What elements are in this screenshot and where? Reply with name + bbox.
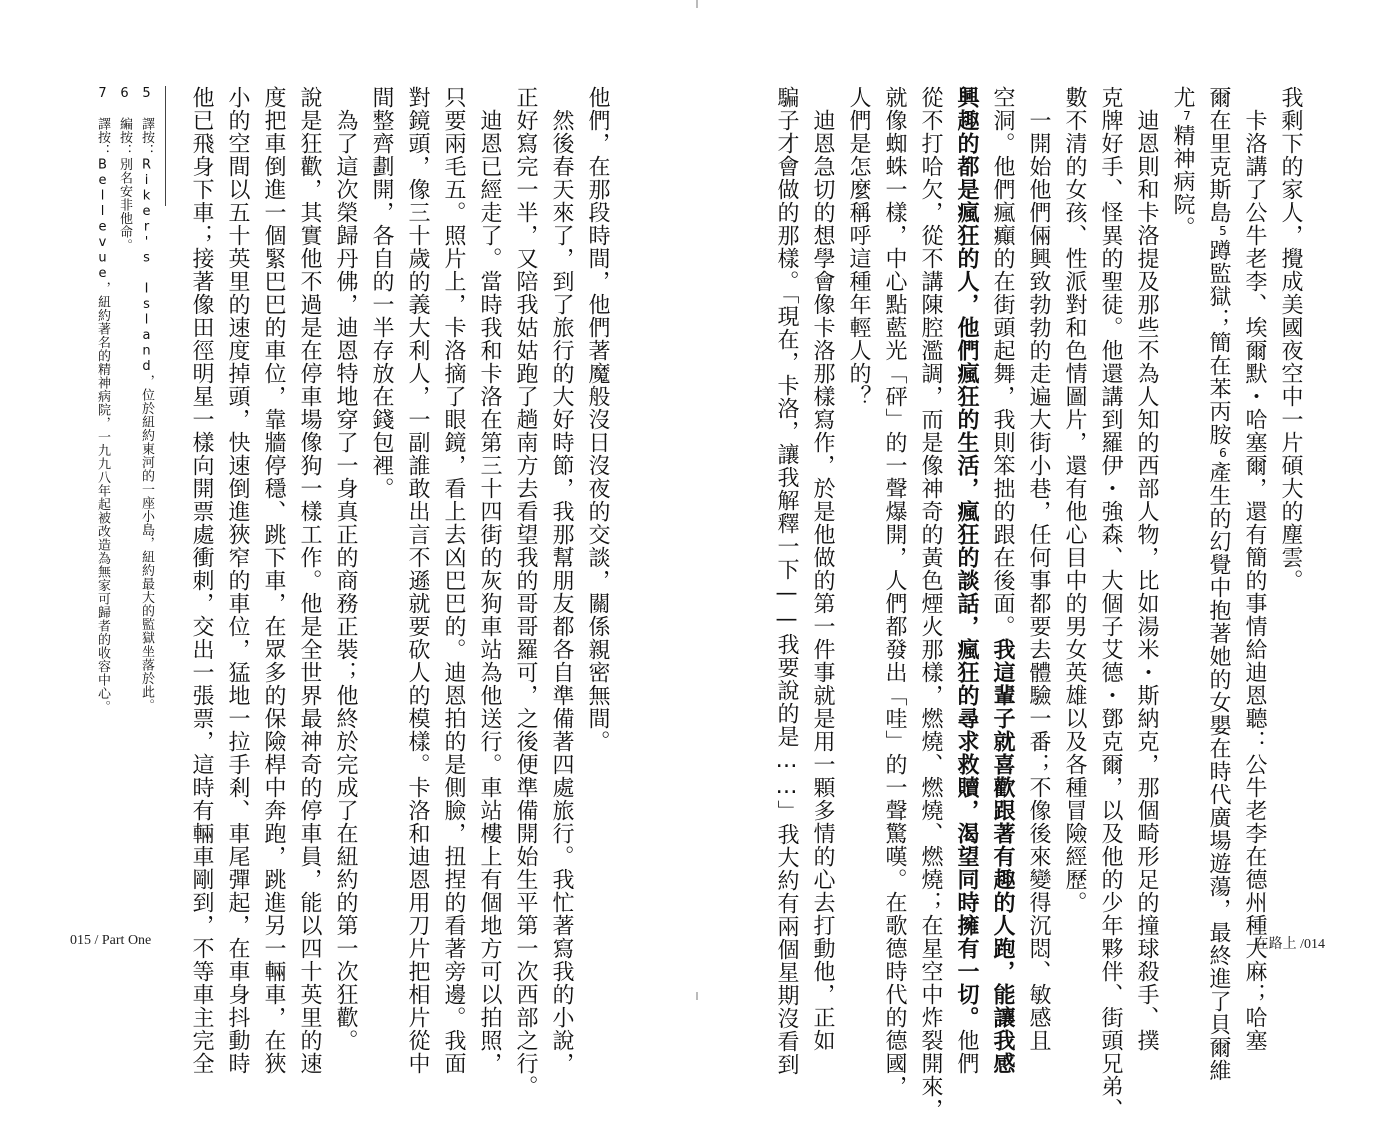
text-column <box>1171 86 1193 916</box>
text-column: 小的空間以五十英里的速度掉頭，快速倒進狹窄的車位，猛地一拉手剎、車尾彈起，在車身抖動時 <box>225 86 250 1075</box>
text-column: 我剩下的家人，攪成美國夜空中一片碩大的塵雲。 <box>1278 86 1303 592</box>
text-run: 精神病院。 <box>1170 124 1195 239</box>
text-column: 說是狂歡，其實他不過是在停車場像狗一樣工作。他是全世界最神奇的停車員，能以四十英里的速 <box>297 86 322 1075</box>
text-column: 一開始他們倆興致勃勃的走遍大街小巷，任何事都要去體驗一番；不像後來變得沉悶、敏感且 <box>1026 86 1051 1052</box>
text-run: 空洞。他們瘋癲的在街頭起舞，我則笨拙的跟在後面。 <box>990 86 1015 638</box>
bold-text-run: 我這輩子就喜歡跟著有趣的人跑，能讓我感 <box>990 638 1015 1075</box>
footnote-7: 7 譯按：Bellevue，紐約著名的精神病院，一九九八年起被改造為無家可歸者的收容中心。 <box>95 86 110 714</box>
text-column <box>1206 86 1231 1082</box>
page-number-left: 015 / Part One <box>70 933 152 948</box>
text-column: 迪恩已經走了。當時我和卡洛在第三十四街的灰狗車站為他送行。車站樓上有個地方可以拍照， <box>477 86 502 1075</box>
text-column: 他已飛身下車；接著像田徑明星一樣向開票處衝刺，交出一張票，這時有輛車剛到，不等車主完全 <box>189 86 214 1075</box>
text-run: 蹲監獄；簡在苯丙胺 <box>1206 239 1231 446</box>
text-run: 尤 <box>1170 86 1195 109</box>
text-column: 為了這次榮歸丹佛，迪恩特地穿了一身真正的商務正裝；他終於完成了在紐約的第一次狂歡。 <box>333 86 358 1052</box>
text-column <box>954 86 979 1075</box>
text-column: 人們是怎麼稱呼這種年輕人的？ <box>846 86 871 408</box>
text-column: 就像蜘蛛一樣，中心點藍光「砰」的一聲爆開，人們都發出「哇」的一聲驚嘆。在歌德時代的德國， <box>882 86 907 1098</box>
text-column: 他們，在那段時間，他們著魔般沒日沒夜的交談，關係親密無間。 <box>585 86 610 753</box>
footnote-ref-6[interactable]: 6 <box>1216 446 1230 461</box>
text-column: 從不打哈欠，從不講陳腔濫調，而是像神奇的黃色煙火那樣，燃燒、燃燒、燃燒；在星空中炸裂開來， <box>918 86 943 1121</box>
text-column <box>990 86 1015 1075</box>
text-column: 間整齊劃開，各自的一半存放在錢包裡。 <box>369 86 394 500</box>
text-column: 卡洛講了公牛老李、埃爾默・哈塞爾，還有簡的事情給迪恩聽：公牛老李在德州種大麻；哈塞 <box>1242 86 1267 1052</box>
text-column: 騙子才會做的那樣。「現在，卡洛，讓我解釋一下——我要說的是……」我大約有兩個星期沒看到 <box>774 86 799 1076</box>
text-run: 爾在里克斯島 <box>1206 86 1231 224</box>
text-column: 迪恩則和卡洛提及那些不為人知的西部人物，比如湯米・斯納克，那個畸形足的撞球殺手、撲 <box>1134 86 1159 1052</box>
text-run: 他們 <box>954 1029 979 1075</box>
text-column: 只要兩毛五。照片上，卡洛摘了眼鏡，看上去凶巴巴的。迪恩拍的是側臉，扭捏的看著旁邊。我面 <box>441 86 466 1075</box>
text-column: 數不清的女孩、性派對和色情圖片，還有他心目中的男女英雄以及各種冒險經歷。 <box>1062 86 1087 914</box>
text-column: 迪恩急切的想學會像卡洛那樣寫作，於是他做的第一件事就是用一顆多情的心去打動他，正如 <box>810 86 835 1052</box>
right-page <box>697 0 1395 1121</box>
footnote-rule <box>165 86 166 206</box>
text-column: 克牌好手、怪異的聖徒。他還講到羅伊・強森、大個子艾德・鄧克爾，以及他的少年夥伴、街頭兄弟、 <box>1098 86 1123 1121</box>
text-column: 對鏡頭，像三十歲的義大利人，一副誰敢出言不遜就要砍人的模樣。卡洛和迪恩用刀片把相片從中 <box>405 86 430 1075</box>
page-number-right: 在路上 /014 <box>1254 937 1325 952</box>
text-column: 度把車倒進一個緊巴巴的車位，靠牆停穩、跳下車，在眾多的保險桿中奔跑，跳進另一輛車，在狹 <box>261 86 286 1075</box>
text-column: 然後春天來了，到了旅行的大好時節，我那幫朋友都各自準備著四處旅行。我忙著寫我的小說， <box>549 86 574 1075</box>
footnote-6: 6 編按：別名安非他命。 <box>117 86 132 252</box>
left-page <box>0 0 697 1098</box>
footnote-ref-5[interactable]: 5 <box>1216 224 1230 239</box>
text-column: 正好寫完一半，又陪我姑姑跑了趟南方去看望我的哥哥羅可，之後便準備開始生平第一次西部之行。 <box>513 86 538 1098</box>
footnote-5: 5 譯按：Riker's Island，位於紐約東河的一座小島，紐約最大的監獄坐落於此。 <box>139 86 154 712</box>
bold-text-run: 興趣的都是瘋狂的人，他們瘋狂的生活，瘋狂的談話，瘋狂的尋求救贖，渴望同時擁有一切。 <box>954 86 979 1029</box>
text-run: 產生的幻覺中抱著她的女嬰在時代廣場遊蕩，最終進了貝爾維 <box>1206 461 1231 1082</box>
footnote-ref-7[interactable]: 7 <box>1180 109 1194 124</box>
